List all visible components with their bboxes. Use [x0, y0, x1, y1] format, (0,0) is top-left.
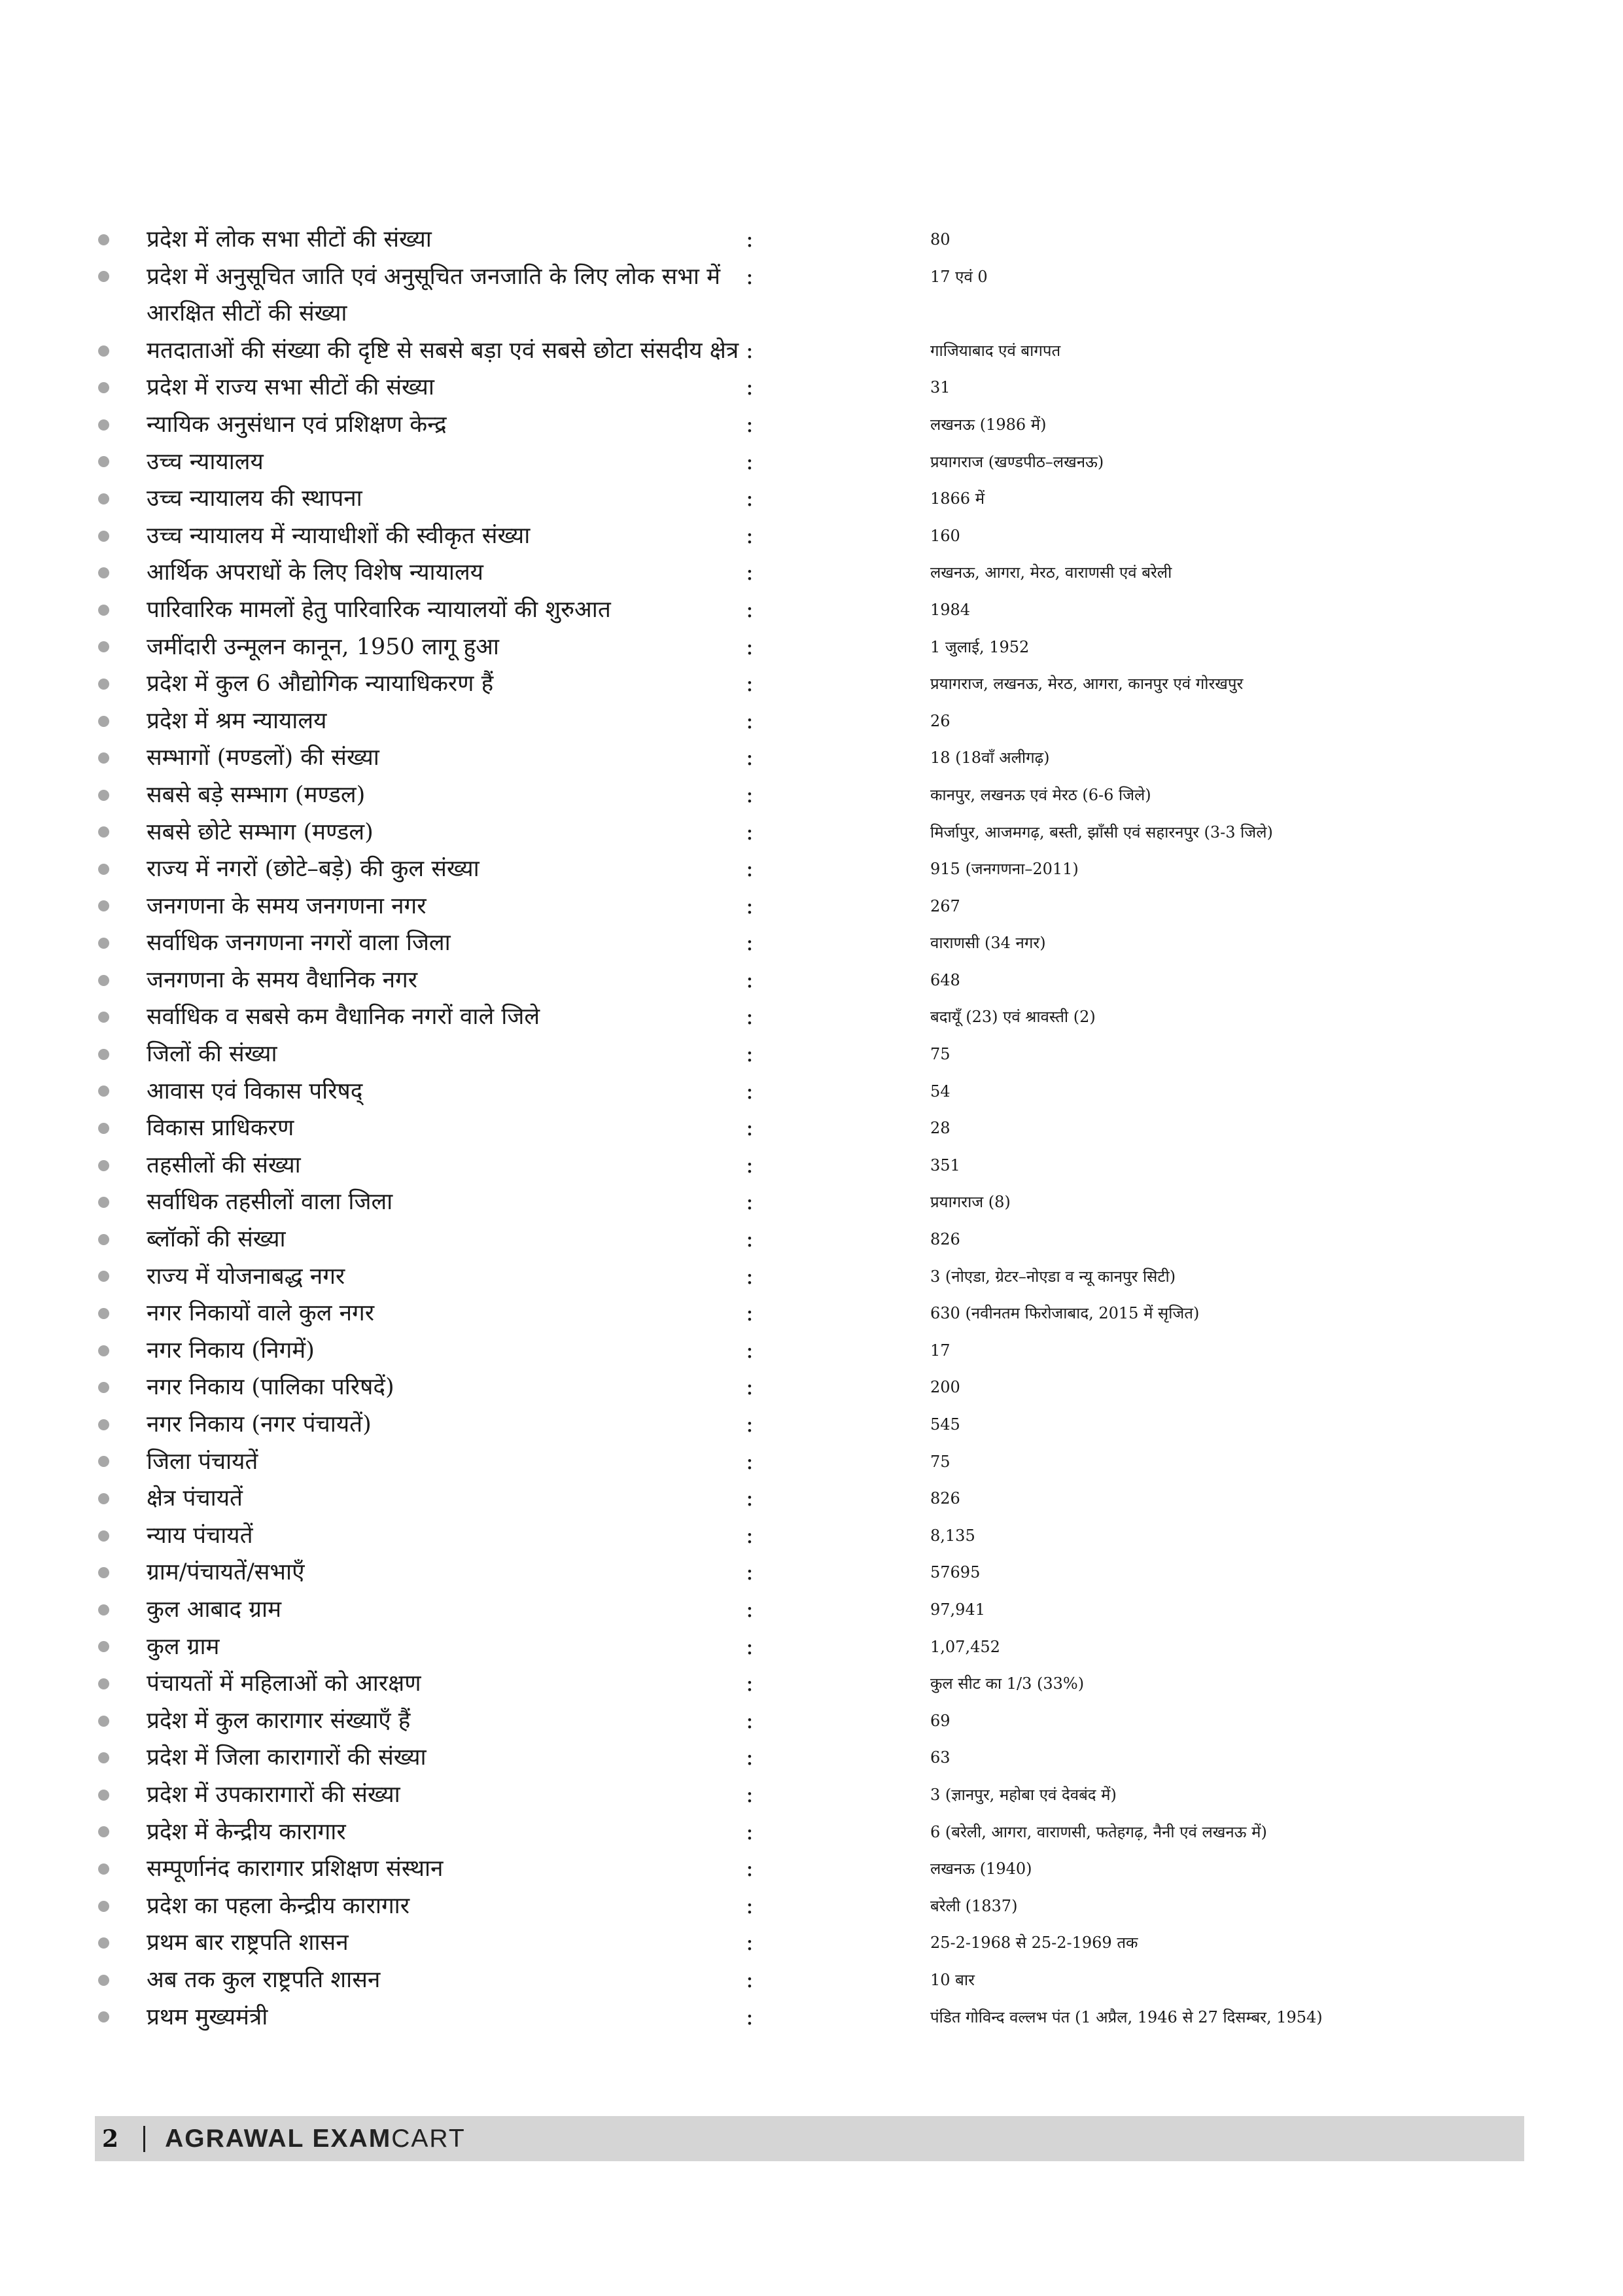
- fact-separator: :: [746, 1930, 754, 1956]
- fact-row: [98, 814, 1537, 851]
- fact-row: [98, 1036, 1537, 1073]
- fact-row: [98, 1888, 1537, 1925]
- fact-label: प्रदेश में जिला कारागारों की संख्या: [147, 1744, 427, 1771]
- fact-label: उच्च न्यायालय: [147, 448, 264, 475]
- fact-value: 6 (बरेली, आगरा, वाराणसी, फतेहगढ़, नैनी एवं लखनऊ में): [930, 1822, 1267, 1841]
- fact-separator: :: [746, 1226, 754, 1253]
- fact-value: 17: [930, 1341, 951, 1360]
- fact-value: 28: [930, 1119, 951, 1138]
- fact-value: मिर्जापुर, आजमगढ़, बस्ती, झाँसी एवं सहारनपुर (3-3 जिले): [930, 822, 1273, 841]
- bullet-icon: [98, 814, 147, 851]
- bullet-icon: [98, 665, 147, 703]
- fact-row: [98, 1999, 1537, 2036]
- bullet-icon: [98, 1554, 147, 1591]
- fact-label: प्रदेश में लोक सभा सीटों की संख्या: [147, 226, 432, 253]
- page-number: 2: [102, 2125, 119, 2153]
- fact-row: [98, 777, 1537, 814]
- fact-separator: :: [746, 930, 754, 957]
- fact-label: ब्लॉकों की संख्या: [147, 1226, 286, 1253]
- fact-row: [98, 1406, 1537, 1443]
- fact-label: उच्च न्यायालय में न्यायाधीशों की स्वीकृत संख्या: [147, 522, 531, 549]
- bullet-icon: [98, 851, 147, 888]
- fact-row: [98, 888, 1537, 925]
- fact-row: [98, 1258, 1537, 1296]
- fact-label: ग्राम/पंचायतें/सभाएँ: [147, 1559, 305, 1586]
- bullet-icon: [98, 1184, 147, 1221]
- bullet-icon: [98, 925, 147, 962]
- fact-row: [98, 1480, 1537, 1517]
- fact-label: आवास एवं विकास परिषद्: [147, 1078, 363, 1104]
- fact-value: 545: [930, 1415, 960, 1434]
- footer-divider: [143, 2126, 145, 2152]
- fact-separator: :: [746, 1189, 754, 1216]
- fact-label: प्रदेश का पहला केन्द्रीय कारागार: [147, 1892, 410, 1919]
- fact-label: प्रदेश में केन्द्रीय कारागार: [147, 1818, 346, 1845]
- fact-label: सम्पूर्णानंद कारागार प्रशिक्षण संस्थान: [147, 1856, 444, 1882]
- fact-label: नगर निकाय (निगमें): [147, 1337, 315, 1364]
- fact-separator: :: [746, 522, 754, 549]
- fact-row: [98, 592, 1537, 629]
- fact-label: सम्भागों (मण्डलों) की संख्या: [147, 745, 379, 771]
- fact-value: 200: [930, 1378, 960, 1397]
- fact-separator: :: [746, 374, 754, 401]
- fact-row: [98, 1591, 1537, 1629]
- fact-separator: :: [746, 1522, 754, 1549]
- fact-value: 1,07,452: [930, 1637, 1000, 1656]
- fact-label: प्रदेश में कुल कारागार संख्याएँ हैं: [147, 1707, 411, 1734]
- fact-separator: :: [746, 745, 754, 771]
- bullet-icon: [98, 221, 147, 258]
- fact-value: 69: [930, 1711, 951, 1730]
- fact-separator: :: [746, 1041, 754, 1068]
- fact-separator: :: [746, 856, 754, 883]
- fact-separator: :: [746, 559, 754, 586]
- fact-row: [98, 1665, 1537, 1703]
- fact-row: [98, 1221, 1537, 1258]
- fact-separator: :: [746, 1596, 754, 1623]
- fact-separator: :: [746, 411, 754, 438]
- fact-label: कुल ग्राम: [147, 1633, 220, 1660]
- fact-separator: :: [746, 1485, 754, 1512]
- fact-value: 630 (नवीनतम फिरोजाबाद, 2015 में सृजित): [930, 1304, 1200, 1323]
- fact-row: [98, 1739, 1537, 1776]
- bullet-icon: [98, 554, 147, 592]
- fact-row: [98, 1850, 1537, 1888]
- fact-separator: :: [746, 1744, 754, 1771]
- fact-label: आर्थिक अपराधों के लिए विशेष न्यायालय: [147, 559, 483, 586]
- fact-label: प्रथम बार राष्ट्रपति शासन: [147, 1930, 349, 1956]
- bullet-icon: [98, 629, 147, 666]
- facts-list: [98, 221, 1537, 2036]
- fact-separator: :: [746, 1374, 754, 1401]
- fact-label: विकास प्राधिकरण: [147, 1115, 294, 1142]
- fact-value: 1984: [930, 600, 971, 619]
- bullet-icon: [98, 739, 147, 777]
- fact-row: [98, 962, 1537, 999]
- bullet-icon: [98, 1665, 147, 1703]
- fact-label: न्याय पंचायतें: [147, 1522, 253, 1549]
- fact-separator: :: [746, 707, 754, 734]
- fact-value: 75: [930, 1452, 951, 1471]
- fact-value: 8,135: [930, 1526, 975, 1545]
- fact-separator: :: [746, 1337, 754, 1364]
- bullet-icon: [98, 1924, 147, 1962]
- fact-separator: :: [746, 1411, 754, 1438]
- fact-label: न्यायिक अनुसंधान एवं प्रशिक्षण केन्द्र: [147, 411, 447, 438]
- fact-label: सर्वाधिक जनगणना नगरों वाला जिला: [147, 930, 451, 957]
- fact-value: प्रयागराज, लखनऊ, मेरठ, आगरा, कानपुर एवं गोरखपुर: [930, 675, 1244, 694]
- fact-row: [98, 554, 1537, 592]
- bullet-icon: [98, 703, 147, 740]
- fact-label: जमींदारी उन्मूलन कानून, 1950 लागू हुआ: [147, 633, 499, 660]
- fact-value: 57695: [930, 1563, 981, 1582]
- bullet-icon: [98, 1629, 147, 1666]
- fact-value: 80: [930, 230, 951, 249]
- fact-separator: :: [746, 966, 754, 993]
- fact-value: 351: [930, 1156, 960, 1174]
- fact-row: [98, 998, 1537, 1036]
- fact-value: लखनऊ, आगरा, मेरठ, वाराणसी एवं बरेली: [930, 563, 1172, 582]
- fact-separator: :: [746, 1448, 754, 1475]
- fact-separator: :: [746, 1300, 754, 1327]
- bullet-icon: [98, 1962, 147, 1999]
- fact-label: प्रथम मुख्यमंत्री: [147, 2004, 268, 2030]
- bullet-icon: [98, 1480, 147, 1517]
- fact-value: 75: [930, 1045, 951, 1064]
- fact-value: 26: [930, 711, 951, 730]
- fact-separator: :: [746, 448, 754, 475]
- fact-label: प्रदेश में अनुसूचित जाति एवं अनुसूचित जनजाति के लिए लोक सभा में आरक्षित सीटों की संख्या: [147, 263, 721, 327]
- fact-row: [98, 1332, 1537, 1369]
- fact-value: 915 (जनगणना–2011): [930, 860, 1079, 879]
- fact-label: सबसे छोटे सम्भाग (मण्डल): [147, 819, 374, 845]
- bullet-icon: [98, 480, 147, 518]
- fact-separator: :: [746, 633, 754, 660]
- fact-row: [98, 444, 1537, 481]
- fact-value: कानपुर, लखनऊ एवं मेरठ (6-6 जिले): [930, 785, 1151, 804]
- fact-value: वाराणसी (34 नगर): [930, 934, 1046, 953]
- bullet-icon: [98, 592, 147, 629]
- fact-separator: :: [746, 486, 754, 512]
- bullet-icon: [98, 1888, 147, 1925]
- fact-row: [98, 1073, 1537, 1110]
- bullet-icon: [98, 406, 147, 444]
- fact-row: [98, 221, 1537, 258]
- fact-row: [98, 1703, 1537, 1740]
- fact-value: 3 (ज्ञानपुर, महोबा एवं देवबंद में): [930, 1785, 1117, 1804]
- fact-row: [98, 1629, 1537, 1666]
- fact-separator: :: [746, 1633, 754, 1660]
- fact-label: मतदाताओं की संख्या की दृष्टि से सबसे बड़ा एवं सबसे छोटा संसदीय क्षेत्र: [147, 337, 739, 364]
- bullet-icon: [98, 1369, 147, 1406]
- bullet-icon: [98, 1258, 147, 1296]
- fact-value: लखनऊ (1986 में): [930, 415, 1047, 434]
- fact-row: [98, 1554, 1537, 1591]
- fact-separator: :: [746, 1966, 754, 1993]
- fact-separator: :: [746, 1781, 754, 1808]
- fact-value: 25-2-1968 से 25-2-1969 तक: [930, 1934, 1138, 1952]
- bullet-icon: [98, 1221, 147, 1258]
- fact-row: [98, 518, 1537, 555]
- fact-label: नगर निकायों वाले कुल नगर: [147, 1300, 375, 1327]
- fact-label: सबसे बड़े सम्भाग (मण्डल): [147, 781, 366, 808]
- brand-name-bold: AGRAWAL EXAM: [165, 2124, 392, 2153]
- fact-row: [98, 1147, 1537, 1184]
- brand-logo: [165, 2125, 466, 2153]
- fact-row: [98, 1776, 1537, 1814]
- fact-value: प्रयागराज (8): [930, 1193, 1011, 1212]
- bullet-icon: [98, 1406, 147, 1443]
- fact-value: 1866 में: [930, 489, 985, 508]
- fact-value: 3 (नोएडा, ग्रेटर–नोएडा व न्यू कानपुर सिटी): [930, 1267, 1176, 1286]
- fact-label: प्रदेश में कुल 6 औद्योगिक न्यायाधिकरण हैं: [147, 671, 494, 698]
- bullet-icon: [98, 1776, 147, 1814]
- fact-row: [98, 1295, 1537, 1332]
- fact-separator: :: [746, 263, 754, 290]
- fact-row: [98, 925, 1537, 962]
- fact-label: राज्य में नगरों (छोटे–बड़े) की कुल संख्या: [147, 856, 480, 883]
- fact-separator: :: [746, 1078, 754, 1104]
- fact-separator: :: [746, 596, 754, 623]
- fact-value: पंडित गोविन्द वल्लभ पंत (1 अप्रैल, 1946 से 27 दिसम्बर, 1954): [930, 2007, 1323, 2026]
- fact-separator: :: [746, 781, 754, 808]
- fact-value: 97,941: [930, 1600, 985, 1619]
- fact-separator: :: [746, 1559, 754, 1586]
- bullet-icon: [98, 1147, 147, 1184]
- fact-separator: :: [746, 1892, 754, 1919]
- fact-value: गाजियाबाद एवं बागपत: [930, 341, 1061, 360]
- fact-value: प्रयागराज (खण्डपीठ–लखनऊ): [930, 452, 1104, 471]
- fact-label: प्रदेश में उपकारागारों की संख्या: [147, 1781, 400, 1808]
- bullet-icon: [98, 1999, 147, 2036]
- fact-row: [98, 1814, 1537, 1851]
- fact-value: कुल सीट का 1/3 (33%): [930, 1674, 1085, 1693]
- fact-row: [98, 369, 1537, 406]
- fact-separator: :: [746, 226, 754, 253]
- bullet-icon: [98, 444, 147, 481]
- fact-label: प्रदेश में राज्य सभा सीटों की संख्या: [147, 374, 434, 401]
- fact-value: 63: [930, 1748, 951, 1767]
- bullet-icon: [98, 888, 147, 925]
- fact-value: 1 जुलाई, 1952: [930, 637, 1030, 656]
- fact-row: [98, 1443, 1537, 1481]
- bullet-icon: [98, 1332, 147, 1369]
- bullet-icon: [98, 1443, 147, 1481]
- fact-row: [98, 629, 1537, 666]
- fact-separator: :: [746, 1856, 754, 1882]
- fact-row: [98, 406, 1537, 444]
- fact-row: [98, 665, 1537, 703]
- fact-separator: :: [746, 1707, 754, 1734]
- fact-separator: :: [746, 1263, 754, 1290]
- fact-separator: :: [746, 819, 754, 845]
- bullet-icon: [98, 1295, 147, 1332]
- fact-value: 31: [930, 378, 951, 397]
- bullet-icon: [98, 1703, 147, 1740]
- fact-label: कुल आबाद ग्राम: [147, 1596, 282, 1623]
- fact-label: नगर निकाय (पालिका परिषदें): [147, 1374, 394, 1401]
- fact-row: [98, 703, 1537, 740]
- bullet-icon: [98, 332, 147, 370]
- fact-label: जनगणना के समय जनगणना नगर: [147, 892, 427, 919]
- fact-row: [98, 1110, 1537, 1147]
- fact-label: तहसीलों की संख्या: [147, 1152, 301, 1178]
- fact-label: सर्वाधिक व सबसे कम वैधानिक नगरों वाले जिले: [147, 1004, 540, 1031]
- fact-row: [98, 739, 1537, 777]
- fact-separator: :: [746, 1670, 754, 1697]
- bullet-icon: [98, 1110, 147, 1147]
- fact-label: क्षेत्र पंचायतें: [147, 1485, 243, 1512]
- fact-value: बरेली (1837): [930, 1896, 1018, 1915]
- fact-label: जनगणना के समय वैधानिक नगर: [147, 966, 418, 993]
- fact-label: जिलों की संख्या: [147, 1041, 277, 1068]
- fact-row: [98, 1517, 1537, 1555]
- fact-label: अब तक कुल राष्ट्रपति शासन: [147, 1966, 381, 1993]
- fact-value: बदायूँ (23) एवं श्रावस्ती (2): [930, 1008, 1096, 1027]
- bullet-icon: [98, 998, 147, 1036]
- fact-value: 18 (18वाँ अलीगढ़): [930, 749, 1050, 768]
- bullet-icon: [98, 518, 147, 555]
- bullet-icon: [98, 369, 147, 406]
- fact-separator: :: [746, 1818, 754, 1845]
- bullet-icon: [98, 258, 147, 296]
- bullet-icon: [98, 1739, 147, 1776]
- fact-value: 160: [930, 526, 960, 545]
- fact-label: पारिवारिक मामलों हेतु पारिवारिक न्यायालयों की शुरुआत: [147, 596, 611, 623]
- fact-separator: :: [746, 1115, 754, 1142]
- fact-label: जिला पंचायतें: [147, 1448, 258, 1475]
- fact-row: [98, 332, 1537, 370]
- fact-row: [98, 851, 1537, 888]
- bullet-icon: [98, 777, 147, 814]
- fact-value: 54: [930, 1082, 951, 1101]
- bullet-icon: [98, 1591, 147, 1629]
- fact-label: राज्य में योजनाबद्ध नगर: [147, 1263, 345, 1290]
- fact-row: [98, 1924, 1537, 1962]
- fact-row: [98, 258, 1537, 332]
- fact-value: 17 एवं 0: [930, 267, 988, 286]
- fact-value: 826: [930, 1489, 960, 1508]
- fact-label: सर्वाधिक तहसीलों वाला जिला: [147, 1189, 393, 1216]
- bullet-icon: [98, 1036, 147, 1073]
- fact-value: 826: [930, 1230, 960, 1249]
- bullet-icon: [98, 962, 147, 999]
- fact-label: पंचायतों में महिलाओं को आरक्षण: [147, 1670, 421, 1697]
- fact-separator: :: [746, 671, 754, 698]
- fact-row: [98, 480, 1537, 518]
- fact-separator: :: [746, 2004, 754, 2030]
- fact-row: [98, 1184, 1537, 1221]
- bullet-icon: [98, 1517, 147, 1555]
- bullet-icon: [98, 1814, 147, 1851]
- page-footer: [95, 2116, 1524, 2161]
- fact-label: नगर निकाय (नगर पंचायतें): [147, 1411, 372, 1438]
- fact-label: उच्च न्यायालय की स्थापना: [147, 486, 362, 512]
- bullet-icon: [98, 1073, 147, 1110]
- fact-separator: :: [746, 1152, 754, 1178]
- fact-separator: :: [746, 892, 754, 919]
- fact-value: 267: [930, 896, 960, 915]
- bullet-icon: [98, 1850, 147, 1888]
- fact-separator: :: [746, 337, 754, 364]
- fact-value: लखनऊ (1940): [930, 1860, 1032, 1879]
- fact-label: प्रदेश में श्रम न्यायालय: [147, 707, 327, 734]
- brand-name-light: CART: [391, 2124, 466, 2153]
- fact-value: 10 बार: [930, 1970, 975, 1989]
- fact-row: [98, 1962, 1537, 1999]
- fact-value: 648: [930, 970, 960, 989]
- fact-row: [98, 1369, 1537, 1406]
- fact-separator: :: [746, 1004, 754, 1031]
